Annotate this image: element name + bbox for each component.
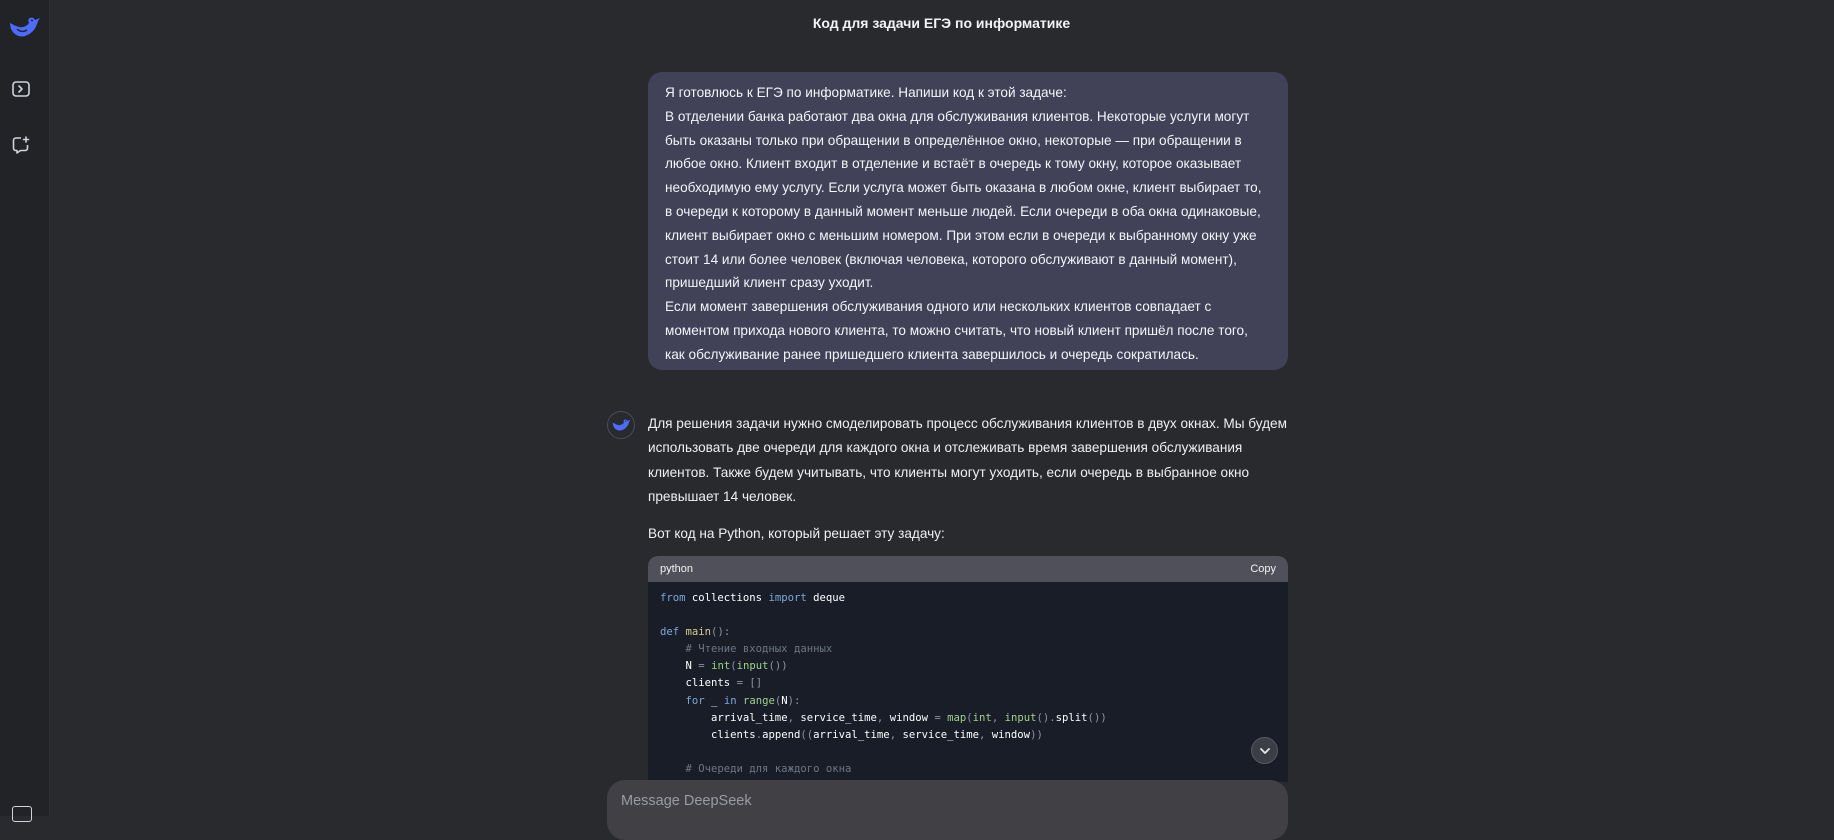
copy-button[interactable]: Copy bbox=[1250, 563, 1276, 575]
toggle-sidebar-icon bbox=[11, 79, 31, 99]
user-message-line: В отделении банка работают два окна для обслуживания клиентов. Некоторые услуги могут быть оказаны только при обращении в определённое окно, некоторые — при обращении в любое окно. Клиент входит в отделение и встаёт в очередь к тому окну, которое оказывает необходимую ему услугу. Если услуга может быть оказана в любом окне, клиент выбирает то, в очереди к которому в данный момент меньше людей. Если очереди в оба окна одинаковые, клиент выбирает окно с меньшим номером. При этом если в очереди к выбранному окну уже стоит 14 или более человек (включая человека, которого обслуживают в данный момент), пришедший клиент сразу уходит. bbox=[665, 108, 1262, 291]
code-block bbox=[648, 556, 1288, 782]
code-line: from collections import deque bbox=[660, 592, 846, 604]
deepseek-logo[interactable] bbox=[7, 14, 41, 40]
code-line: clients = [] bbox=[685, 677, 763, 690]
assistant-message bbox=[648, 412, 1298, 558]
code-line bbox=[660, 607, 1276, 624]
message-input[interactable] bbox=[619, 792, 1280, 810]
user-message-line: Если момент завершения обслуживания одного или нескольких клиентов совпадает с моментом прихода нового клиента, то можно считать, что новый клиент пришёл после того, как обслуживание ранее пришедшего клиента завершилось и очередь сократилась. bbox=[665, 299, 1248, 362]
assistant-avatar bbox=[607, 411, 635, 439]
code-body bbox=[648, 582, 1288, 782]
code-line: for _ in range(N): bbox=[685, 694, 801, 707]
chevron-down-icon bbox=[1258, 744, 1272, 758]
message-composer bbox=[607, 780, 1288, 840]
user-message bbox=[648, 72, 1288, 370]
code-line: clients.append((arrival_time, service_time, window)) bbox=[711, 728, 1043, 741]
code-line: # Чтение входных данных bbox=[685, 643, 833, 656]
answer-paragraph: Для решения задачи нужно смоделировать процесс обслуживания клиентов в двух окнах. Мы будем использовать две очереди для каждого окна и отслеживать время завершения обслуживания клиентов. Также будем учитывать, что клиенты могут уходить, если очередь в выбранное окно превышает 14 человек. bbox=[648, 416, 1287, 505]
scroll-to-bottom-button[interactable] bbox=[1251, 737, 1278, 764]
toggle-sidebar-button[interactable] bbox=[10, 78, 32, 100]
code-line bbox=[660, 744, 1276, 761]
new-chat-button[interactable] bbox=[10, 134, 32, 156]
deepseek-logo-icon bbox=[611, 417, 631, 433]
code-header bbox=[648, 556, 1288, 582]
download-app-icon[interactable] bbox=[12, 806, 32, 822]
code-line: arrival_time, service_time, window = map(int, input().split()) bbox=[711, 711, 1107, 724]
page-title: Код для задачи ЕГЭ по информатике bbox=[812, 15, 1071, 31]
code-line: def main(): bbox=[660, 626, 731, 639]
user-message-line: Я готовлюсь к ЕГЭ по информатике. Напиши код к этой задаче: bbox=[665, 85, 1067, 100]
new-chat-icon bbox=[11, 135, 31, 155]
code-language: python bbox=[660, 563, 694, 575]
sidebar bbox=[0, 0, 50, 816]
code-line: N = int(input()) bbox=[685, 660, 788, 673]
answer-paragraph: Вот код на Python, который решает эту задачу: bbox=[648, 525, 945, 541]
code-line: # Очереди для каждого окна bbox=[685, 762, 852, 775]
